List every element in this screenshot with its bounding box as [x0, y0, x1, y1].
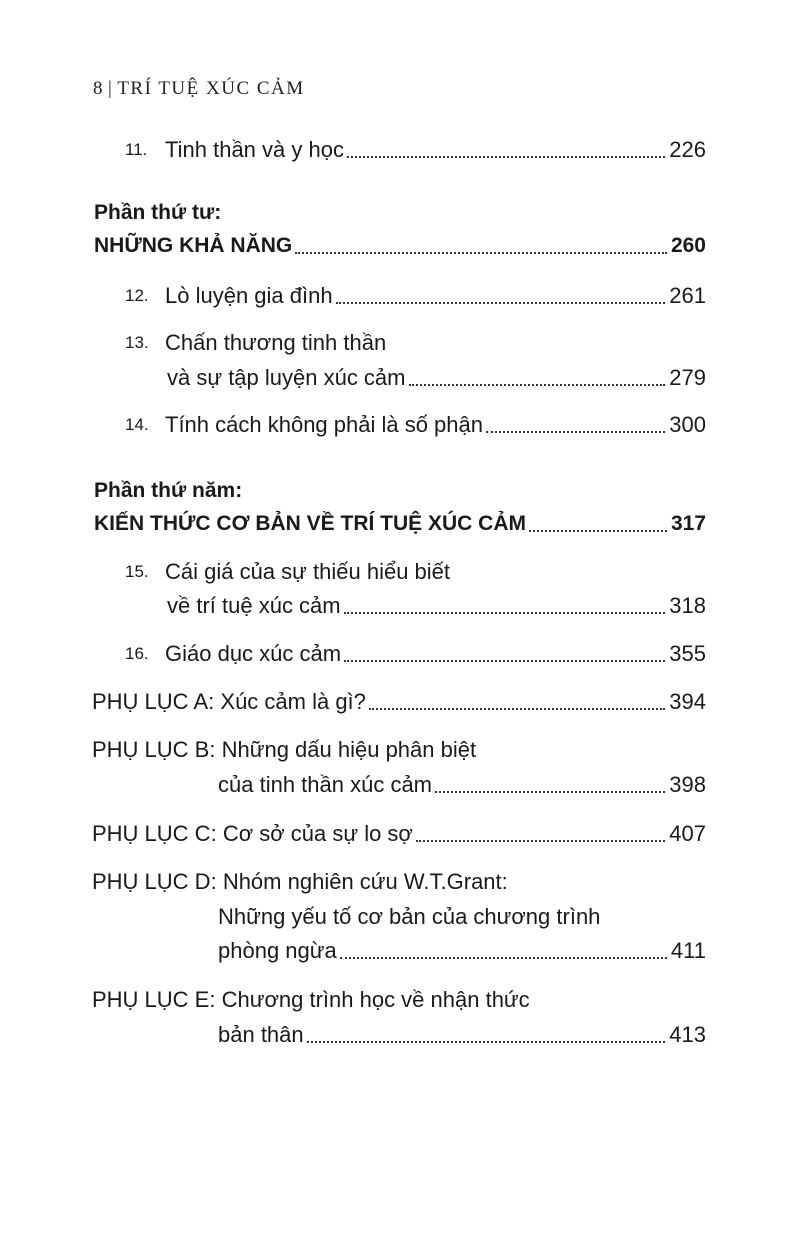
dot-leader — [486, 431, 665, 433]
part5-heading — [94, 474, 706, 508]
toc-entry-ch15[interactable] — [125, 555, 706, 589]
appendix-label: PHỤ LỤC D: — [92, 869, 217, 894]
toc-entry-part5[interactable] — [94, 507, 706, 541]
page-number: 260 — [670, 234, 706, 257]
appendix-title: Những dấu hiệu phân biệt — [221, 737, 477, 762]
toc-entry-ch14[interactable] — [125, 408, 706, 442]
page-number: 355 — [669, 641, 706, 666]
toc-entry-appendix-d-line3[interactable] — [218, 934, 706, 968]
appendix-title-continued: của tinh thần xúc cảm — [218, 772, 433, 797]
chapter-number: 14. — [125, 415, 149, 434]
dot-leader — [336, 302, 666, 304]
toc-entry-ch12[interactable] — [125, 279, 706, 313]
chapter-title: Tinh thần và y học — [165, 137, 344, 162]
toc-entry-ch13[interactable] — [125, 326, 706, 360]
toc-entry-part4[interactable] — [94, 229, 706, 263]
appendix-label: PHỤ LỤC A: — [92, 689, 215, 714]
part-title: KIẾN THỨC CƠ BẢN VỀ TRÍ TUỆ XÚC CẢM — [94, 512, 527, 535]
page-number: 226 — [669, 137, 706, 162]
toc-entry-ch16[interactable] — [125, 637, 706, 671]
toc-entry-ch11[interactable] — [125, 133, 706, 167]
header-separator: | — [108, 78, 114, 99]
toc-entry-ch15-continued[interactable] — [167, 589, 706, 623]
appendix-title-continued: bản thân — [218, 1022, 304, 1047]
page-number: 407 — [669, 821, 706, 846]
toc-entry-appendix-e-continued[interactable] — [218, 1018, 706, 1052]
page-number: 413 — [669, 1022, 706, 1047]
appendix-title: Chương trình học về nhận thức — [221, 987, 530, 1012]
appendix-label: PHỤ LỤC E: — [92, 987, 216, 1012]
toc-entry-appendix-e[interactable] — [92, 983, 706, 1017]
dot-leader — [416, 840, 665, 842]
appendix-title-continued: phòng ngừa — [218, 938, 337, 963]
part-heading-text: Phần thứ năm: — [94, 479, 243, 502]
chapter-title: Cái giá của sự thiếu hiểu biết — [165, 559, 451, 584]
page-number: 279 — [669, 365, 706, 390]
chapter-number: 12. — [125, 286, 149, 305]
dot-leader — [344, 660, 665, 662]
chapter-number: 11. — [125, 140, 148, 159]
appendix-label: PHỤ LỤC B: — [92, 737, 216, 762]
chapter-title-continued: và sự tập luyện xúc cảm — [167, 365, 406, 390]
chapter-title-continued: về trí tuệ xúc cảm — [167, 593, 341, 618]
toc-entry-appendix-d[interactable] — [92, 865, 706, 899]
toc-entry-appendix-a[interactable] — [92, 685, 706, 719]
toc-entry-ch13-continued[interactable] — [167, 361, 706, 395]
header-page-number: 8 — [93, 78, 104, 99]
chapter-title: Chấn thương tinh thần — [165, 330, 387, 355]
page-number: 317 — [670, 512, 706, 535]
page-number: 300 — [669, 412, 706, 437]
part-title: NHỮNG KHẢ NĂNG — [94, 234, 293, 257]
chapter-title: Tính cách không phải là số phận — [165, 412, 484, 437]
dot-leader — [295, 252, 667, 254]
appendix-title: Cơ sở của sự lo sợ — [222, 821, 413, 846]
dot-leader — [344, 612, 666, 614]
chapter-number: 16. — [125, 644, 149, 663]
appendix-title: Xúc cảm là gì? — [220, 689, 366, 714]
chapter-number: 15. — [125, 562, 149, 581]
dot-leader — [340, 957, 667, 959]
page-number: 318 — [669, 593, 706, 618]
toc-entry-appendix-b-continued[interactable] — [218, 768, 706, 802]
dot-leader — [307, 1041, 666, 1043]
chapter-title: Lò luyện gia đình — [165, 283, 333, 308]
toc-entry-appendix-d-line2[interactable] — [218, 900, 706, 934]
chapter-number: 13. — [125, 333, 149, 352]
running-header — [93, 78, 305, 100]
page-number: 394 — [669, 689, 706, 714]
part-heading-text: Phần thứ tư: — [94, 201, 222, 224]
header-book-title: TRÍ TUỆ XÚC CẢM — [117, 78, 305, 99]
toc-entry-appendix-c[interactable] — [92, 817, 706, 851]
appendix-title: Nhóm nghiên cứu W.T.Grant: — [222, 869, 508, 894]
page-number: 398 — [669, 772, 706, 797]
appendix-label: PHỤ LỤC C: — [92, 821, 217, 846]
dot-leader — [435, 791, 665, 793]
part4-heading — [94, 196, 706, 230]
dot-leader — [347, 156, 665, 158]
page-number: 411 — [670, 938, 706, 963]
toc-entry-appendix-b[interactable] — [92, 733, 706, 767]
page-number: 261 — [669, 283, 706, 308]
chapter-title: Giáo dục xúc cảm — [165, 641, 342, 666]
appendix-title-continued: Những yếu tố cơ bản của chương trình — [218, 904, 601, 929]
dot-leader — [529, 530, 667, 532]
dot-leader — [369, 708, 665, 710]
dot-leader — [409, 384, 666, 386]
